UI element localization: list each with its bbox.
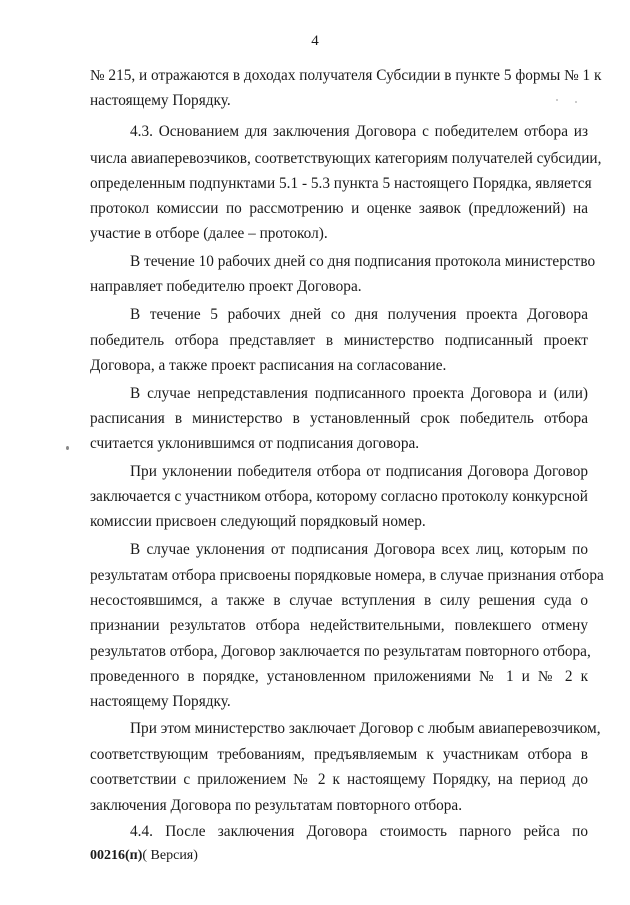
text-line: В течение 10 рабочих дней со дня подписания протокола министерство xyxy=(130,253,596,270)
text-line: считается уклонившимся от подписания договора. xyxy=(90,435,420,452)
text-line: соответствии с приложением № 2 к настоящему Порядку, на период до xyxy=(90,771,588,788)
text-line: настоящему Порядку. xyxy=(90,693,231,710)
page-number: 4 xyxy=(311,33,319,49)
text-line: победитель отбора представляет в министерство подписанный проект xyxy=(90,332,588,349)
document-footer xyxy=(90,848,198,864)
text-line: определенным подпунктами 5.1 - 5.3 пункта 5 настоящего Порядка, является xyxy=(90,175,592,192)
text-line: соответствующим требованиям, предъявляемым к участникам отбора в xyxy=(90,746,588,763)
text-line: участие в отборе (далее – протокол). xyxy=(90,225,328,242)
text-line: признании результатов отбора недействительными, повлекшего отмену xyxy=(90,617,588,634)
text-line: числа авиаперевозчиков, соответствующих категориям получателей субсидии, xyxy=(90,150,602,167)
text-line: В случае непредставления подписанного проекта Договора и (или) xyxy=(130,385,588,402)
footer-version: ( Версия) xyxy=(142,848,198,863)
text-line: При уклонении победителя отбора от подписания Договора Договор xyxy=(130,463,588,480)
text-line: 4.4. После заключения Договора стоимость парного рейса по xyxy=(130,823,588,840)
text-line: настоящему Порядку. xyxy=(90,92,231,109)
scan-speck xyxy=(556,99,558,101)
text-line: комиссии присвоен следующий порядковый номер. xyxy=(90,513,426,530)
text-line: расписания в министерство в установленный срок победитель отбора xyxy=(90,410,588,427)
footer-code: 00216(п) xyxy=(90,848,143,863)
text-line: несостоявшимся, а также в случае вступления в силу решения суда о xyxy=(90,592,588,609)
text-line: заключается с участником отбора, которому согласно протоколу конкурсной xyxy=(90,488,588,505)
text-line: При этом министерство заключает Договор с любым авиаперевозчиком, xyxy=(130,720,601,737)
text-line: результатов отбора, Договор заключается по результатам повторного отбора, xyxy=(90,643,591,660)
text-line: результатам отбора присвоены порядковые номера, в случае признания отбора xyxy=(90,567,604,584)
text-line: Договора, а также проект расписания на согласование. xyxy=(90,357,447,374)
text-line: направляет победителю проект Договора. xyxy=(90,278,362,295)
text-line: проведенного в порядке, установленном приложениями № 1 и № 2 к xyxy=(90,668,588,685)
text-line: В течение 5 рабочих дней со дня получения проекта Договора xyxy=(130,306,588,323)
text-line: 4.3. Основанием для заключения Договора с победителем отбора из xyxy=(130,123,588,140)
text-line: В случае уклонения от подписания Договора всех лиц, которым по xyxy=(130,541,588,558)
text-line: заключения Договора по результатам повторного отбора. xyxy=(90,797,463,814)
scan-speck xyxy=(66,446,69,450)
text-line: протокол комиссии по рассмотрению и оценке заявок (предложений) на xyxy=(90,200,588,217)
text-line: № 215, и отражаются в доходах получателя Субсидии в пункте 5 формы № 1 к xyxy=(90,67,602,84)
scan-speck xyxy=(575,101,577,103)
